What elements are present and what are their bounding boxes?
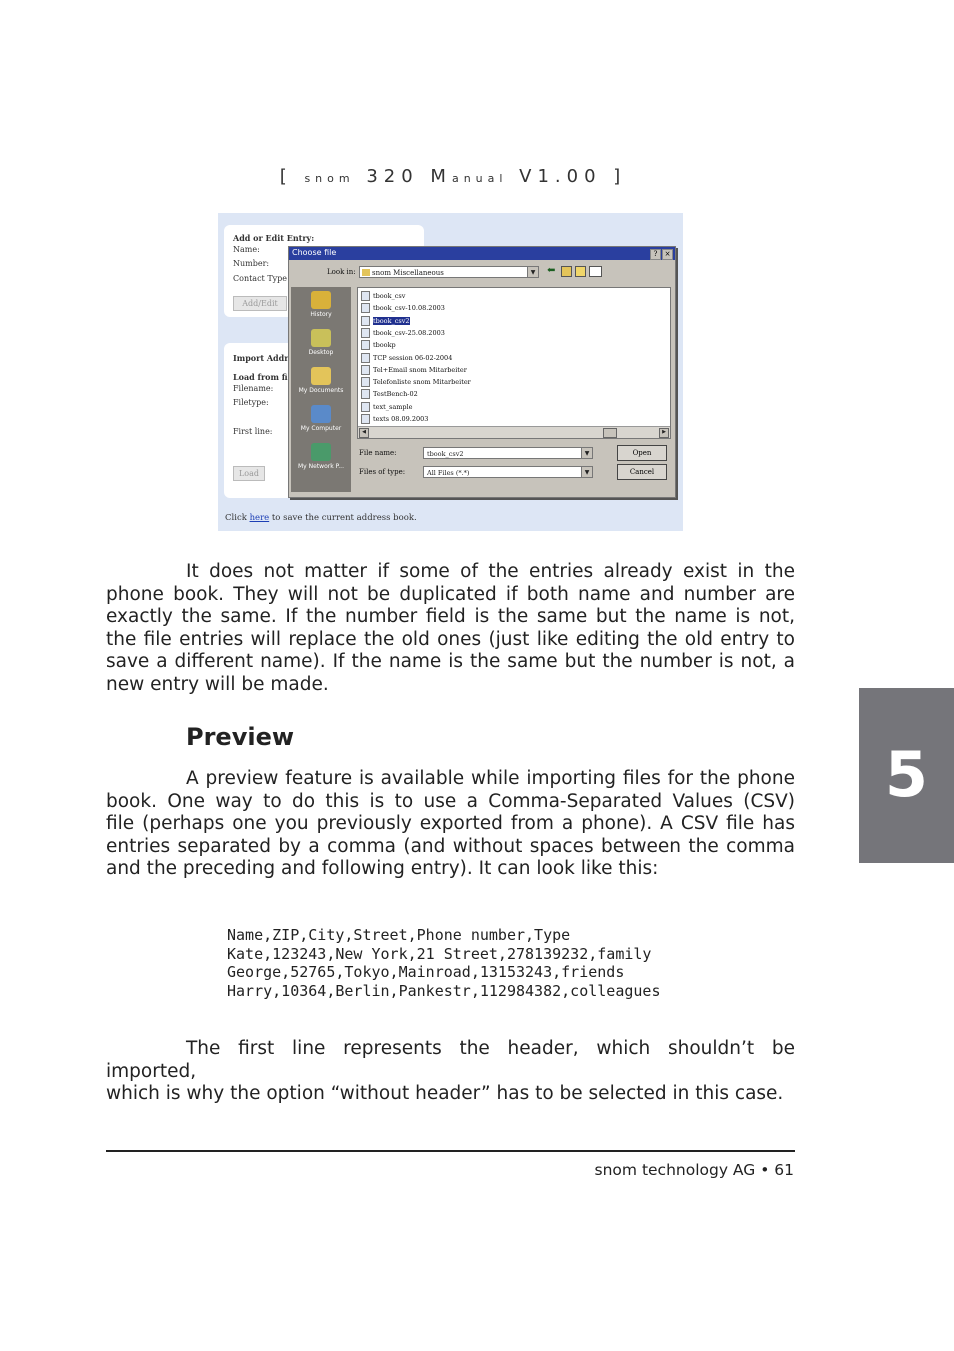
number-label: Number: [233,259,270,268]
documents-folder-icon [311,367,331,385]
add-entry-title: Add or Edit Entry: [233,233,315,243]
help-icon[interactable]: ? [650,249,661,260]
file-list-item[interactable]: tbookp [361,340,396,350]
screenshot-figure [218,213,683,531]
file-list-item[interactable]: texts 08.09.2003 [361,414,428,424]
file-icon [361,377,370,387]
contact-type-label: Contact Type [233,274,288,283]
choose-file-dialog [288,246,676,498]
import-title: Import Addr [233,353,289,363]
scroll-right-icon[interactable]: ▶ [659,428,669,438]
section-heading: Preview [186,723,295,751]
footer-rule [106,1150,795,1152]
place-desktop[interactable]: Desktop [291,329,351,356]
close-icon[interactable]: × [662,249,673,260]
file-name-input[interactable]: tbook_csv2 ▼ [423,447,593,459]
file-list-item[interactable]: TCP session 06-02-2004 [361,353,452,363]
file-icon [361,402,370,412]
file-icon [361,353,370,363]
place-history[interactable]: History [291,291,351,318]
place-my-documents[interactable]: My Documents [291,367,351,394]
file-list-item[interactable]: TestBench-02 [361,389,418,399]
places-bar [291,287,351,492]
add-edit-button[interactable]: Add/Edit [233,296,287,311]
chevron-down-icon[interactable]: ▼ [527,267,538,277]
code-line: George,52765,Tokyo,Mainroad,13153243,friends [227,963,625,981]
paragraph-preview: A preview feature is available while importing files for the phone book. One way to do this is to use a Comma-Separated Values (CSV) file (perhaps one you previously exported from a phone). A CSV file has entries separated by a comma (and without spaces between the comma and the preceding and following entry). It can look like this: [106,768,795,879]
file-list-item[interactable]: tbook_csv-25.08.2003 [361,328,445,338]
csv-code-sample [227,926,660,1000]
first-line-label: First line: [233,427,273,436]
cancel-button[interactable]: Cancel [617,464,667,480]
load-from-label: Load from fi [233,372,288,382]
file-list-item[interactable]: Tel+Email snom Mitarbeiter [361,365,467,375]
place-my-network[interactable]: My Network P... [291,443,351,470]
back-icon[interactable]: ⬅ [547,265,556,276]
look-in-label: Look in: [327,268,356,276]
file-icon [361,340,370,350]
folder-icon [362,269,370,276]
scroll-left-icon[interactable]: ◀ [359,428,369,438]
chevron-down-icon[interactable]: ▼ [581,448,592,458]
dialog-title: Choose file [292,248,337,257]
place-my-computer[interactable]: My Computer [291,405,351,432]
code-line: Name,ZIP,City,Street,Phone number,Type [227,926,571,944]
chapter-number: 5 [884,738,929,811]
new-folder-icon[interactable] [575,266,586,277]
file-icon [361,365,370,375]
save-hint: Click here to save the current address book. [225,513,417,523]
file-icon [361,303,370,313]
page-footer: snom technology AG • 61 [594,1161,794,1179]
file-icon [361,328,370,338]
file-list-item[interactable]: tbook_csv [361,291,405,301]
file-type-label: Files of type: [359,468,406,476]
load-button[interactable]: Load [233,466,265,481]
view-menu-icon[interactable] [589,266,602,277]
file-icon [361,414,370,424]
computer-icon [311,405,331,423]
open-button[interactable]: Open [617,445,667,461]
file-list-item[interactable]: tbook_csv2 [361,316,410,326]
file-list-item[interactable]: tbook_csv-10.08.2003 [361,303,445,313]
filetype-label: Filetype: [233,398,269,407]
up-folder-icon[interactable] [561,266,572,277]
history-icon [311,291,331,309]
file-icon [361,316,370,326]
save-here-link[interactable]: here [249,513,270,523]
paragraph-header-note: The first line represents the header, which shouldn’t be imported, which is why the option “without header” has to be selected in this case. [106,1038,795,1104]
chevron-down-icon[interactable]: ▼ [581,467,592,477]
network-icon [311,443,331,461]
paragraph-duplicates: It does not matter if some of the entries already exist in the phone book. They will not be duplicated if both name and number are exactly the same. If the number field is the same but the name is not, the file entries will replace the old ones (just like editing the old entry to save a different name). If the name is the same but the number is not, a new entry will be made. [106,561,795,695]
chapter-tab [859,688,954,863]
dialog-titlebar [289,247,675,260]
code-line: Kate,123243,New York,21 Street,278139232,family [227,944,652,963]
look-in-select[interactable]: snom Miscellaneous ▼ [359,266,539,278]
file-list-item[interactable]: text_sample [361,402,412,412]
running-header: [ snom 320 Manual V1.00 ] [279,166,627,187]
code-line: Harry,10364,Berlin,Pankestr,112984382,colleagues [227,981,661,1000]
file-list-item[interactable]: Telefonliste snom Mitarbeiter [361,377,471,387]
file-type-select[interactable]: All Files (*.*) ▼ [423,466,593,478]
file-name-label: File name: [359,449,397,457]
desktop-icon [311,329,331,347]
horizontal-scrollbar[interactable] [358,426,670,438]
file-icon [361,291,370,301]
file-icon [361,389,370,399]
name-label: Name: [233,245,260,254]
file-list[interactable] [357,287,671,439]
filename-label: Filename: [233,384,274,393]
scroll-thumb[interactable] [603,428,617,438]
